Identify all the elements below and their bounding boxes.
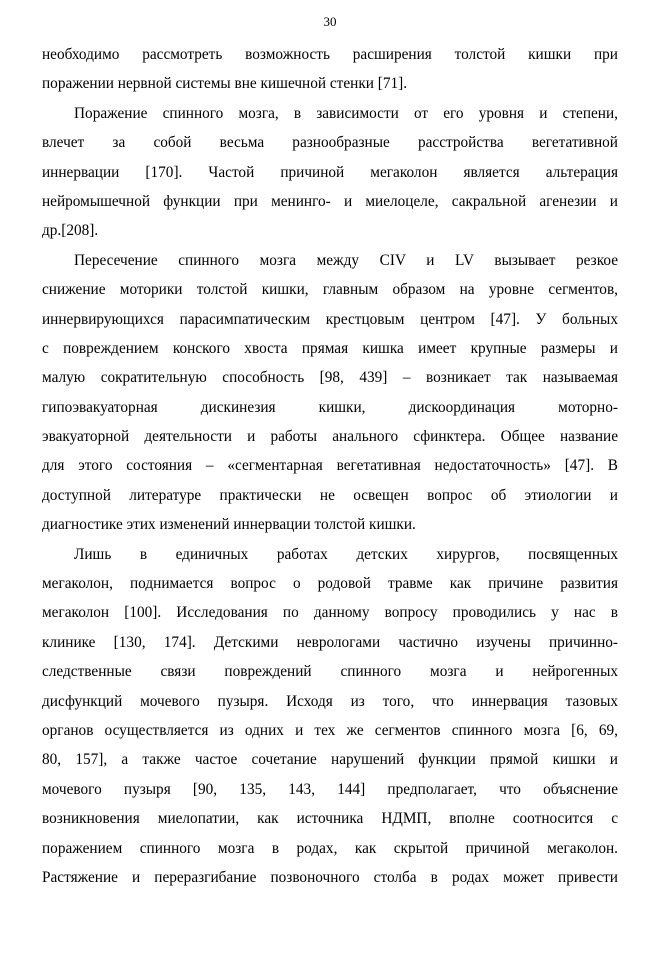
text-line: Лишь в единичных работах детских хирургов, посвященных (74, 545, 618, 563)
text-line: с повреждением конского хвоста прямая кишка имеет крупные размеры и (42, 339, 618, 357)
page-number: 30 (323, 14, 337, 29)
paragraph-3 (42, 246, 618, 540)
text-line: для этого состояния – «сегментарная вегетативная недостаточность» [47]. В (42, 457, 618, 475)
document-body (42, 40, 618, 892)
paragraph-1 (42, 40, 618, 99)
text-line: поражении нервной системы вне кишечной стенки [71]. (42, 75, 408, 93)
text-line: диагностике этих изменений иннервации толстой кишки. (42, 516, 416, 534)
text-line: Поражение спинного мозга, в зависимости от его уровня и степени, (74, 104, 618, 122)
text-line: следственные связи повреждений спинного мозга и нейрогенных (42, 663, 618, 681)
text-line: малую сократительную способность [98, 439] – возникает так называемая (42, 369, 618, 387)
text-line: возникновения миелопатии, как источника НДМП, вполне соотносится с (42, 810, 618, 828)
text-line: Растяжение и переразгибание позвоночного столба в родах может привести (42, 868, 618, 886)
text-line: Пересечение спинного мозга между CIV и LV вызывает резкое (74, 251, 618, 269)
text-line: необходимо рассмотреть возможность расширения толстой кишки при (42, 46, 618, 63)
text-line: влечет за собой весьма разнообразные расстройства вегетативной (42, 134, 618, 152)
text-line: др.[208]. (42, 222, 99, 240)
text-line: гипоэвакуаторная дискинезия кишки, дискоординация моторно- (42, 398, 618, 416)
text-line: иннервирующихся парасимпатическим крестцовым центром [47]. У больных (42, 310, 618, 328)
text-line: снижение моторики толстой кишки, главным образом на уровне сегментов, (42, 281, 618, 299)
text-line: мегаколон [100]. Исследования по данному вопросу проводились у нас в (42, 604, 618, 622)
text-line: поражением спинного мозга в родах, как скрытой причиной мегаколон. (42, 839, 618, 857)
text-line: органов осуществляется из одних и тех же сегментов спинного мозга [6, 69, (42, 721, 618, 739)
text-line: эвакуаторной деятельности и работы анального сфинктера. Общее название (42, 428, 618, 446)
text-line: клинике [130, 174]. Детскими неврологами частично изучены причинно- (42, 633, 618, 651)
text-line: доступной литературе практически не освещен вопрос об этиологии и (42, 486, 618, 504)
text-line: 80, 157], а также частое сочетание нарушений функции прямой кишки и (42, 751, 618, 769)
paragraph-4 (42, 540, 618, 893)
text-line: мегаколон, поднимается вопрос о родовой травме как причине развития (42, 575, 618, 593)
text-line: дисфункций мочевого пузыря. Исходя из того, что иннервация тазовых (42, 692, 618, 710)
text-line: мочевого пузыря [90, 135, 143, 144] предполагает, что объяснение (42, 780, 618, 798)
paragraph-2 (42, 99, 618, 246)
text-line: нейромышечной функции при менинго- и миелоцеле, сакральной агенезии и (42, 192, 618, 210)
text-line: иннервации [170]. Частой причиной мегаколон является альтерация (42, 163, 618, 181)
